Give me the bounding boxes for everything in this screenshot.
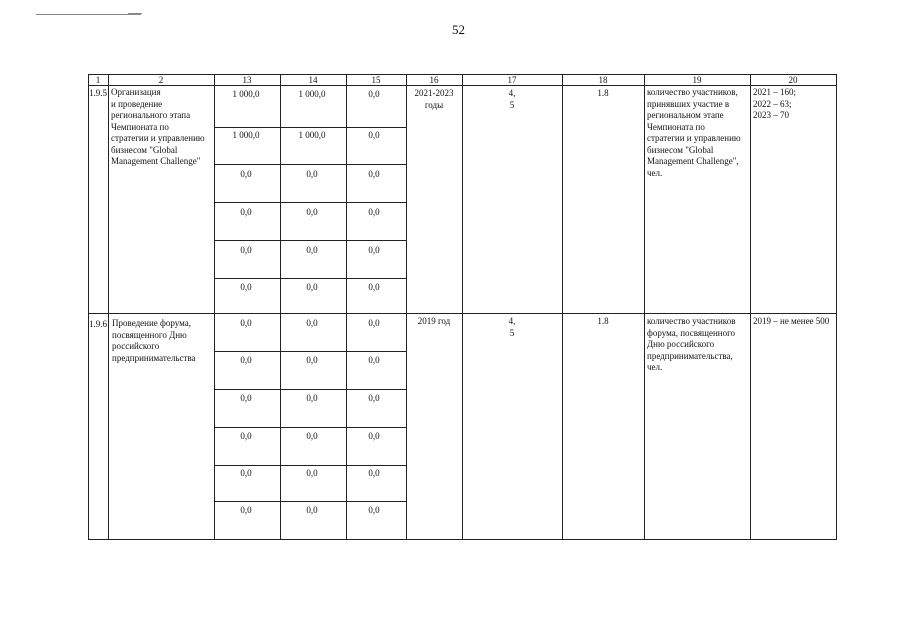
table-cell: 0,0 (306, 431, 318, 441)
period-cell: 2021-2023 годы (414, 88, 454, 110)
table-cell: 1.8 (597, 88, 609, 98)
table-cell: 0,0 (240, 207, 252, 217)
table-cell: 4, 5 (508, 88, 516, 110)
table-cell: 0,0 (368, 431, 380, 441)
indicator-cell: количество участников форума, посвященного Дню российского предпринимательства, чел. (647, 316, 736, 372)
row-title: Проведение форума, посвященного Дню российского предпринимательства (112, 318, 196, 363)
period-cell: 2019 год (417, 316, 451, 326)
table-cell: 0,0 (240, 282, 252, 292)
header-col-15: 15 (371, 75, 381, 85)
header-col-16: 16 (429, 75, 439, 85)
header-col-20: 20 (788, 75, 798, 85)
table-cell: 4, 5 (508, 316, 516, 338)
header-col-2: 2 (158, 75, 164, 85)
table-cell: 0,0 (368, 207, 380, 217)
table-cell: 0,0 (368, 318, 380, 328)
table-cell: 0,0 (306, 468, 318, 478)
table-cell: 0,0 (306, 282, 318, 292)
data-table (88, 74, 837, 540)
header-col-18: 18 (598, 75, 608, 85)
table-cell: 1 000,0 (232, 130, 260, 140)
table-cell: 0,0 (240, 468, 252, 478)
page-number: 52 (452, 22, 465, 37)
row-code: 1.9.6 (89, 319, 107, 329)
table-cell: 0,0 (368, 169, 380, 179)
table-cell: 1 000,0 (298, 89, 326, 99)
table-cell: 0,0 (306, 505, 318, 515)
table-cell: 0,0 (240, 431, 252, 441)
table-cell: 0,0 (368, 468, 380, 478)
indicator-cell: количество участников, принявших участие в региональном этапе Чемпионата по стратегии и управлению бизнесом "Global Management Challenge", чел. (647, 87, 741, 178)
scan-artifact-line (128, 13, 142, 14)
header-col-1: 1 (95, 75, 101, 85)
header-col-17: 17 (507, 75, 517, 85)
table-cell: 0,0 (240, 393, 252, 403)
table-cell: 1 000,0 (298, 130, 326, 140)
table-cell: 0,0 (368, 282, 380, 292)
row-code: 1.9.5 (89, 88, 107, 98)
table-cell: 1.8 (597, 316, 609, 326)
target-cell: 2021 – 160; 2022 – 63; 2023 – 70 (753, 87, 797, 120)
header-col-13: 13 (242, 75, 252, 85)
table-cell: 0,0 (306, 207, 318, 217)
table-cell: 0,0 (240, 505, 252, 515)
table-cell: 0,0 (240, 318, 252, 328)
table-cell: 0,0 (368, 355, 380, 365)
table-cell: 0,0 (368, 130, 380, 140)
table-cell: 1 000,0 (232, 89, 260, 99)
table-cell: 0,0 (240, 245, 252, 255)
scan-artifact-line (36, 14, 141, 15)
table-cell: 0,0 (306, 393, 318, 403)
row-title: Организация и проведение регионального этапа Чемпионата по стратегии и управлению бизнесом "Global Management Challenge" (111, 87, 205, 166)
header-col-19: 19 (692, 75, 702, 85)
table-cell: 0,0 (306, 318, 318, 328)
target-cell: 2019 – не менее 500 (753, 316, 830, 326)
table-cell: 0,0 (368, 505, 380, 515)
table-cell: 0,0 (240, 355, 252, 365)
header-col-14: 14 (308, 75, 318, 85)
table-cell: 0,0 (368, 89, 380, 99)
table-cell: 0,0 (368, 393, 380, 403)
table-cell: 0,0 (368, 245, 380, 255)
table-cell: 0,0 (306, 355, 318, 365)
table-cell: 0,0 (240, 169, 252, 179)
table-cell: 0,0 (306, 245, 318, 255)
table-cell: 0,0 (306, 169, 318, 179)
